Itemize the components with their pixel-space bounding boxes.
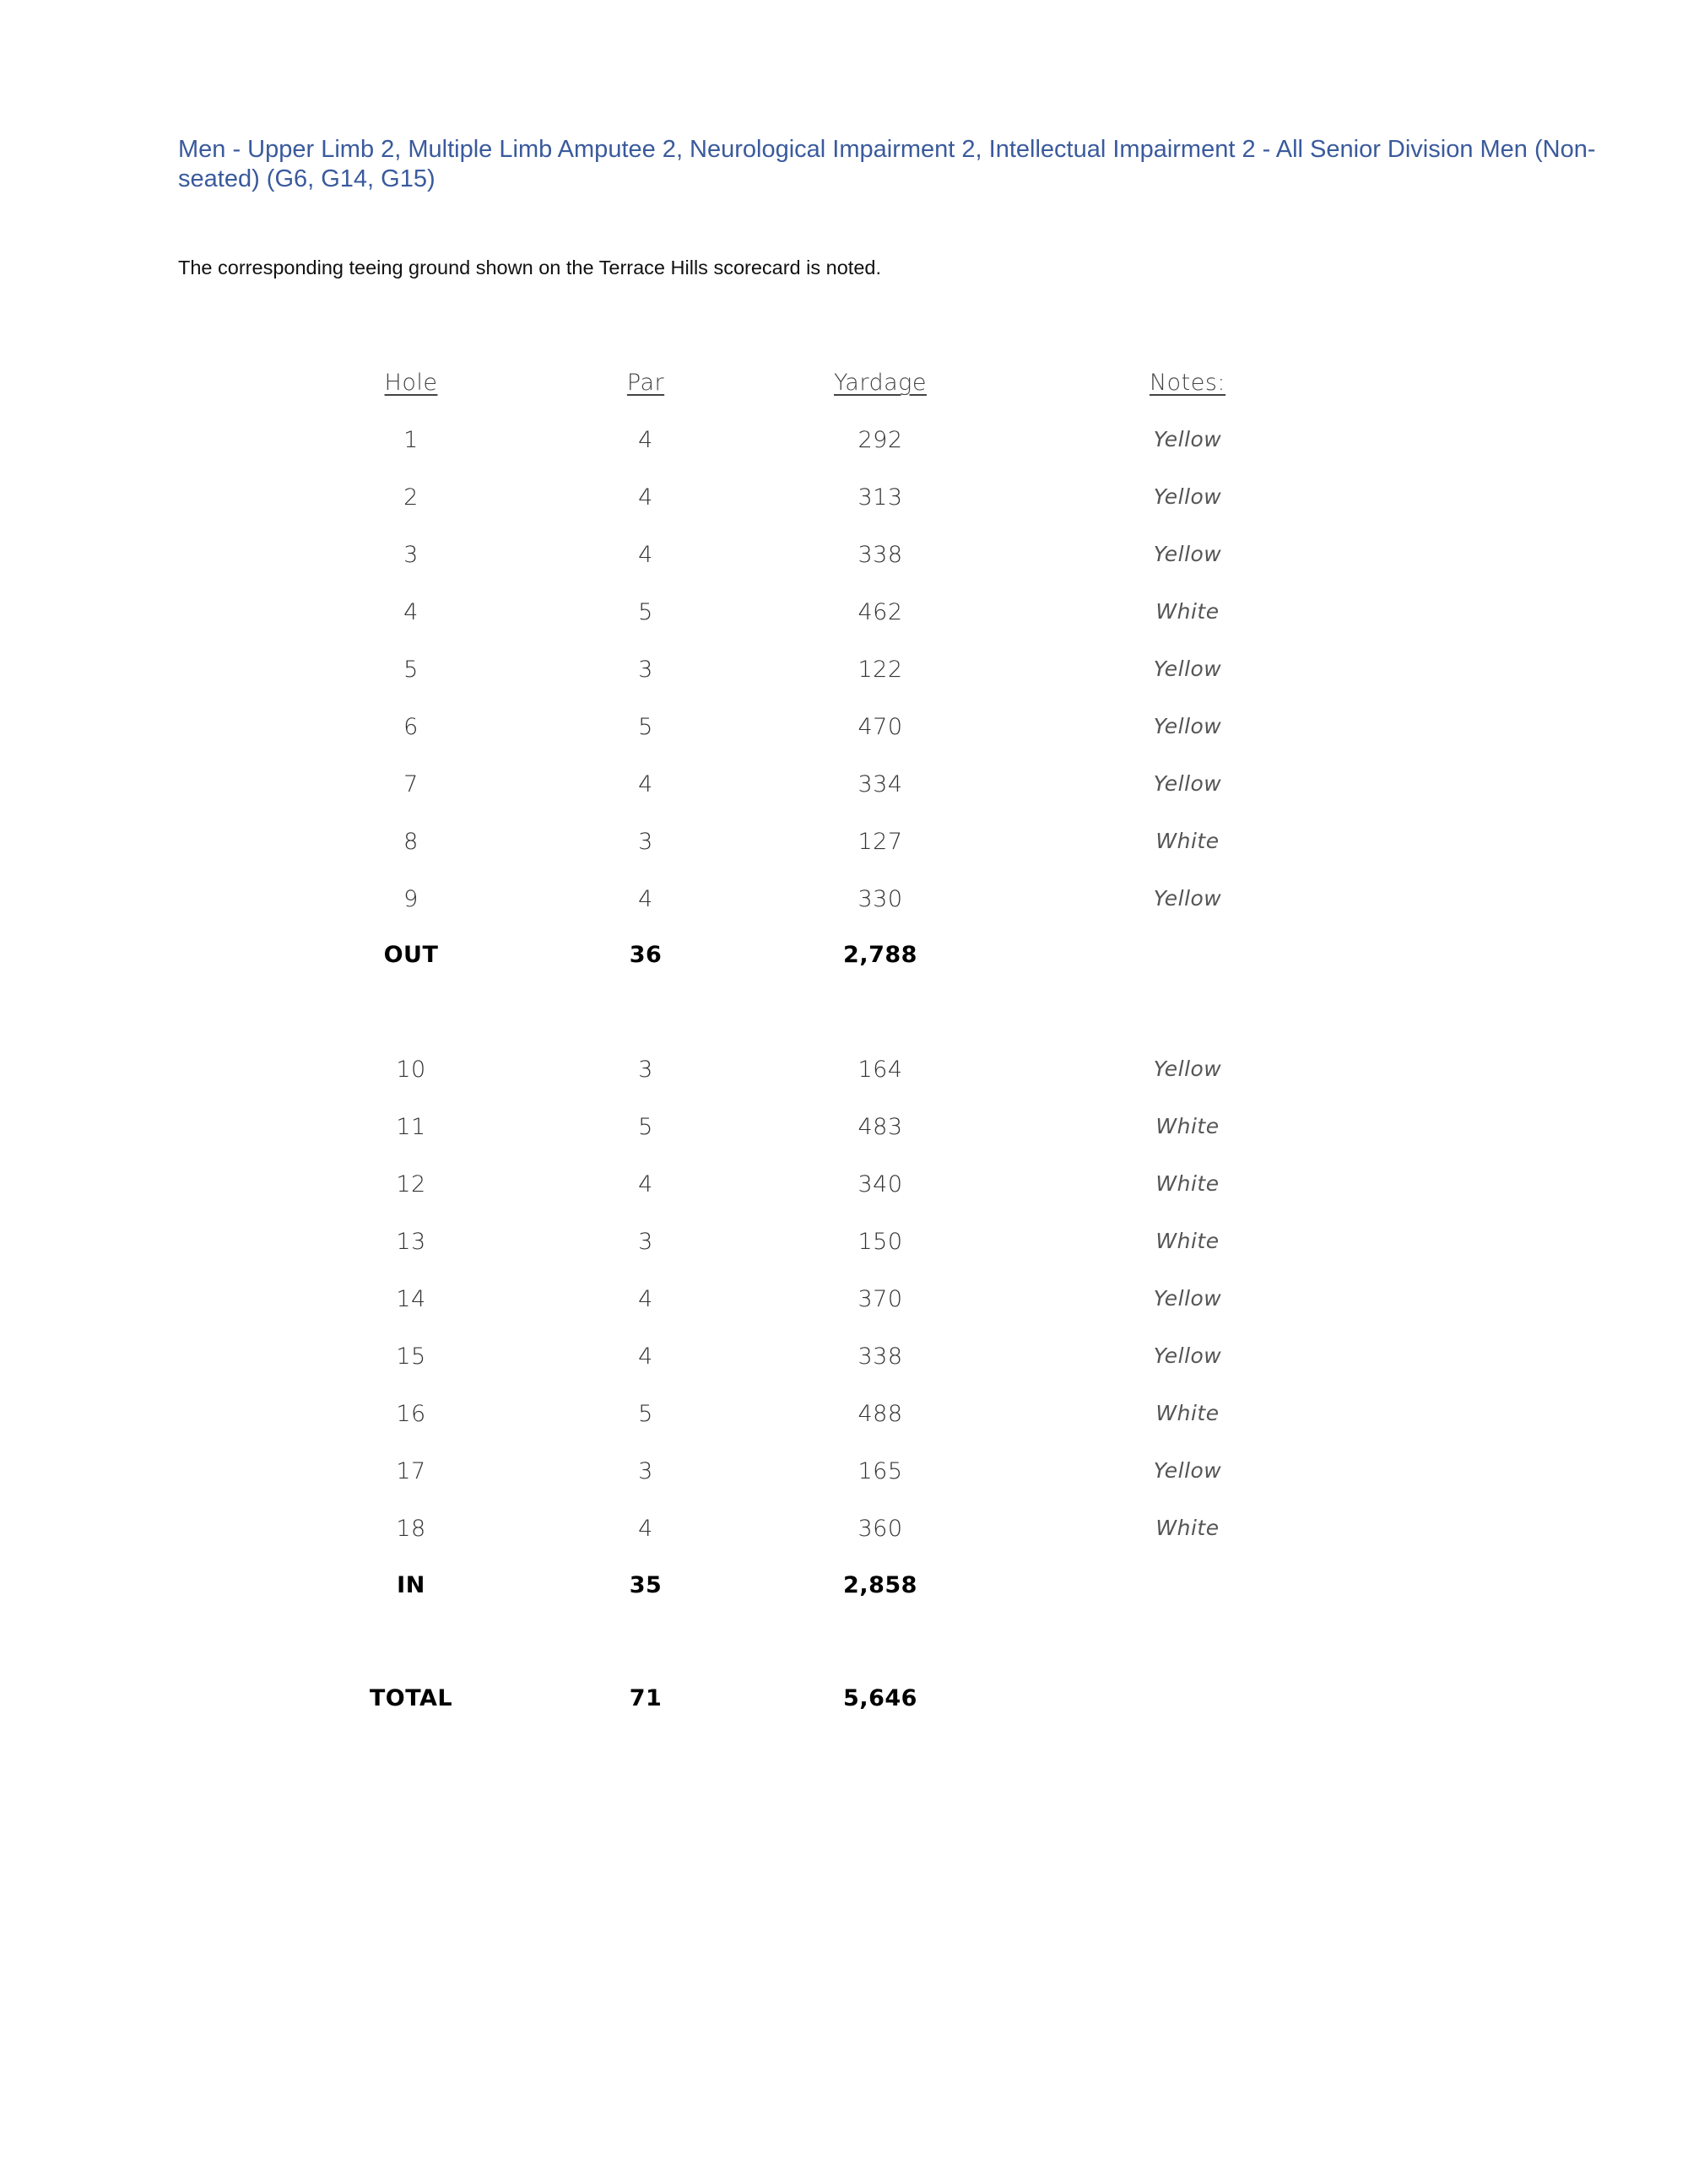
par-cell: 4 (638, 771, 653, 797)
hole-cell: 5 (403, 657, 419, 683)
hole-cell: 1 (403, 427, 419, 453)
yardage-cell: 330 (858, 886, 903, 912)
yardage-cell: 338 (858, 542, 903, 568)
notes-cell: White (1155, 1516, 1220, 1540)
yardage-cell: 5,646 (843, 1685, 917, 1711)
par-cell: 4 (638, 1171, 653, 1197)
yardage-cell: 462 (858, 599, 903, 625)
notes-cell: White (1155, 1114, 1220, 1138)
par-cell: 4 (638, 542, 653, 568)
par-cell: 5 (638, 714, 653, 740)
notes-cell: White (1155, 829, 1220, 853)
hole-cell: Hole (384, 370, 438, 396)
notes-cell: Yellow (1153, 1458, 1222, 1483)
notes-cell: Yellow (1153, 657, 1222, 681)
par-cell: 3 (638, 657, 653, 683)
par-cell: 4 (638, 1343, 653, 1370)
hole-cell: TOTAL (369, 1685, 453, 1711)
notes-cell: Yellow (1153, 542, 1222, 566)
notes-cell: Yellow (1153, 886, 1222, 911)
hole-cell: 9 (403, 886, 419, 912)
yardage-cell: 370 (858, 1286, 903, 1312)
yardage-cell: 313 (858, 484, 903, 511)
hole-cell: 15 (396, 1343, 426, 1370)
par-cell: 5 (638, 599, 653, 625)
subtitle: The corresponding teeing ground shown on the Terrace Hills scorecard is noted. (178, 257, 881, 278)
yardage-cell: 483 (858, 1114, 903, 1140)
hole-cell: 17 (396, 1458, 426, 1484)
yardage-cell: 165 (858, 1458, 903, 1484)
yardage-cell: 338 (858, 1343, 903, 1370)
hole-cell: 16 (396, 1401, 426, 1427)
par-cell: 4 (638, 484, 653, 511)
yardage-cell: 2,788 (843, 942, 917, 968)
yardage-cell: 340 (858, 1171, 903, 1197)
notes-cell: White (1155, 1401, 1220, 1425)
yardage-cell: 164 (858, 1057, 903, 1083)
yardage-cell: 127 (858, 829, 903, 855)
notes-cell: Yellow (1153, 771, 1222, 796)
yardage-cell: 470 (858, 714, 903, 740)
par-cell: 3 (638, 1458, 653, 1484)
notes-cell: Yellow (1153, 1057, 1222, 1081)
par-cell: 3 (638, 1229, 653, 1255)
hole-cell: 7 (403, 771, 419, 797)
yardage-cell: 334 (858, 771, 903, 797)
par-cell: 3 (638, 1057, 653, 1083)
par-cell: 36 (629, 942, 663, 968)
hole-cell: 3 (403, 542, 419, 568)
yardage-cell: 360 (858, 1516, 903, 1542)
par-cell: 4 (638, 1516, 653, 1542)
yardage-cell: 2,858 (843, 1572, 917, 1598)
notes-cell: Yellow (1153, 1343, 1222, 1368)
notes-cell: Yellow (1153, 714, 1222, 738)
hole-cell: 10 (396, 1057, 426, 1083)
hole-cell: 8 (403, 829, 419, 855)
hole-cell: IN (397, 1572, 425, 1598)
yardage-cell: Yardage (834, 370, 927, 396)
hole-cell: 18 (396, 1516, 426, 1542)
notes-cell: White (1155, 1171, 1220, 1196)
notes-cell: White (1155, 1229, 1220, 1253)
par-cell: 5 (638, 1401, 653, 1427)
par-cell: 3 (638, 829, 653, 855)
hole-cell: 11 (396, 1114, 426, 1140)
notes-cell: Yellow (1153, 1286, 1222, 1311)
hole-cell: 6 (403, 714, 419, 740)
notes-cell: Notes: (1149, 370, 1226, 396)
hole-cell: OUT (383, 942, 439, 968)
hole-cell: 13 (396, 1229, 426, 1255)
par-cell: 4 (638, 1286, 653, 1312)
par-cell: 71 (629, 1685, 663, 1711)
hole-cell: 14 (396, 1286, 426, 1312)
notes-cell: Yellow (1153, 427, 1222, 451)
page-title: Men - Upper Limb 2, Multiple Limb Amputee 2, Neurological Impairment 2, Intellectual Impairment 2 - All Senior Division Men (Non-seated) (G6, G14, G15) (178, 136, 1596, 192)
hole-cell: 4 (403, 599, 419, 625)
hole-cell: 2 (403, 484, 419, 511)
par-cell: 5 (638, 1114, 653, 1140)
hole-cell: 12 (396, 1171, 426, 1197)
notes-cell: Yellow (1153, 484, 1222, 509)
par-cell: 35 (629, 1572, 663, 1598)
yardage-cell: 488 (858, 1401, 903, 1427)
yardage-cell: 150 (858, 1229, 903, 1255)
par-cell: 4 (638, 427, 653, 453)
notes-cell: White (1155, 599, 1220, 624)
yardage-cell: 122 (858, 657, 903, 683)
par-cell: Par (626, 370, 665, 396)
par-cell: 4 (638, 886, 653, 912)
yardage-cell: 292 (858, 427, 903, 453)
